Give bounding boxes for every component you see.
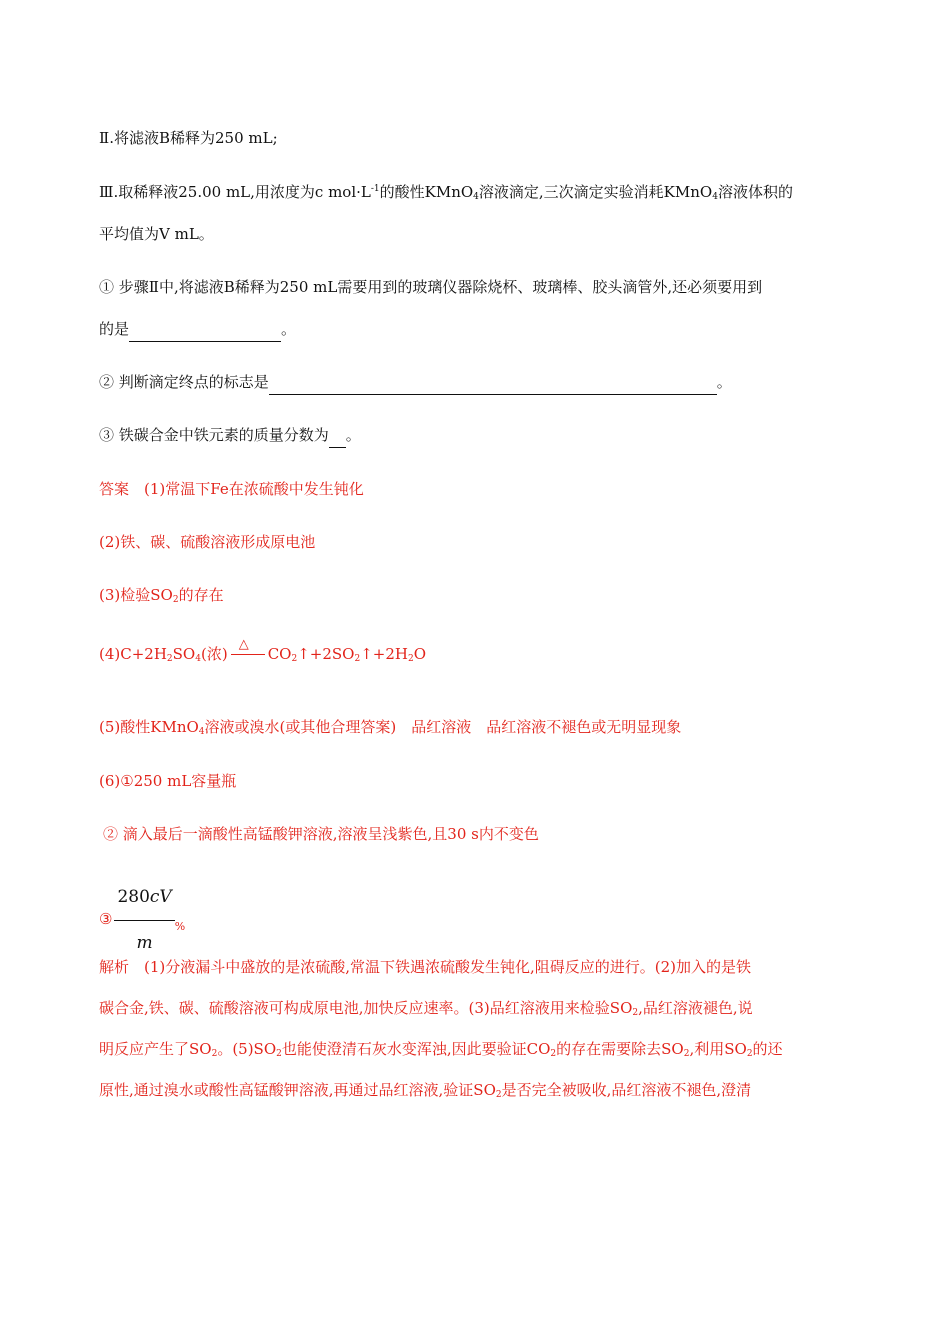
eq-reactant-2: SO [172,645,196,663]
analysis-line-1: 解析 (1)分液漏斗中盛放的是浓硫酸,常温下铁遇浓硫酸发生钝化,阻碍反应的进行。(2)加入的是铁 [99,958,752,976]
fraction-numerator [114,875,174,921]
eq-sub-1: 2 [166,654,173,664]
percent-sign: % [174,920,186,933]
step-3-part1: Ⅲ.取稀释液25.00 mL,用浓度为c mol·L [99,183,371,201]
analysis-line-3 [99,1039,783,1059]
analysis-4-prefix: 原性,通过溴水或酸性高锰酸钾溶液,再通过品红溶液,验证SO [99,1081,496,1099]
answer-6-1: (6)①250 mL容量瓶 [99,772,237,790]
analysis-2-sub: 2 [632,1008,639,1018]
analysis-3-suffix: 的还 [752,1040,783,1058]
step-3-sub2: 4 [712,192,718,202]
answer-5 [99,717,681,737]
analysis-3-sub-5: 2 [746,1049,753,1059]
answer-3 [99,585,224,605]
analysis-4-sub: 2 [495,1090,502,1100]
eq-reactant-1: (4)C+2H [99,645,167,663]
answer-2: (2)铁、碳、硫酸溶液形成原电池 [99,533,316,551]
step-3-line-2: 平均值为V mL。 [99,225,214,243]
question-2 [99,372,732,395]
answer-6-3 [99,875,185,965]
answer-blank-3 [329,427,346,448]
question-3-prefix: ③ 铁碳合金中铁元素的质量分数为 [99,426,329,444]
answer-6-2: ② 滴入最后一滴酸性高锰酸钾溶液,溶液呈浅紫色,且30 s内不变色 [103,825,539,843]
numerator-variables: cV [149,887,172,907]
answer-5-sub: 4 [198,727,205,737]
step-3-sub1: 4 [473,192,479,202]
eq-product-1: CO [267,645,292,663]
eq-product-2: ↑+2SO [297,645,355,663]
eq-reactant-3: (浓) [200,645,228,663]
answer-5-suffix: 溶液或溴水(或其他合理答案) 品红溶液 品红溶液不褪色或无明显现象 [204,718,682,736]
question-1-prefix: 的是 [99,320,130,338]
answer-3-suffix: 的存在 [178,586,224,604]
question-3-suffix: 。 [345,426,361,444]
answer-3-prefix: (3)检验SO [99,586,173,604]
eq-sub-5: 2 [407,654,414,664]
analysis-line-4 [99,1080,751,1100]
question-1-suffix: 。 [281,320,297,338]
answer-5-prefix: (5)酸性KMnO [99,718,199,736]
answer-4-equation [99,637,427,664]
analysis-3-mid-1: 。(5)SO [217,1040,277,1058]
analysis-line-2 [99,998,753,1018]
eq-product-4: O [413,645,427,663]
analysis-3-sub-1: 2 [211,1049,218,1059]
answer-blank-2 [269,374,717,395]
analysis-3-sub-4: 2 [683,1049,690,1059]
reaction-arrow [231,637,265,661]
mass-fraction-formula [114,875,174,965]
analysis-3-mid-4: ,利用SO [689,1040,747,1058]
answer-1: 答案 (1)常温下Fe在浓硫酸中发生钝化 [99,480,364,498]
analysis-3-prefix: 明反应产生了SO [99,1040,212,1058]
answer-6-3-circle: ③ [99,910,113,928]
answer-blank-1 [129,321,281,342]
analysis-4-suffix: 是否完全被吸收,品红溶液不褪色,澄清 [501,1081,752,1099]
eq-sub-3: 2 [291,654,298,664]
step-3-sup: -1 [370,184,380,194]
analysis-3-sub-3: 2 [550,1049,557,1059]
eq-product-3: ↑+2H [360,645,408,663]
step-3-line-1 [99,182,793,202]
analysis-3-sub-2: 2 [276,1049,282,1059]
question-2-suffix: 。 [716,373,732,391]
eq-sub-4: 2 [354,654,361,664]
step-3-part2: 的酸性KMnO [379,183,474,201]
fraction-denominator: m [136,933,153,953]
question-3 [99,425,361,448]
analysis-2-suffix: ,品红溶液褪色,说 [638,999,753,1017]
analysis-3-mid-2: 也能使澄清石灰水变浑浊,因此要验证CO [281,1040,551,1058]
analysis-3-mid-3: 的存在需要除去SO [556,1040,684,1058]
reaction-bar [231,654,265,655]
question-1-line-1: ① 步骤Ⅱ中,将滤液B稀释为250 mL需要用到的玻璃仪器除烧杯、玻璃棒、胶头滴管外,还必须要用到 [99,278,763,296]
question-1-line-2 [99,319,296,342]
question-2-prefix: ② 判断滴定终点的标志是 [99,373,269,391]
eq-sub-2: 4 [195,654,201,664]
analysis-2-prefix: 碳合金,铁、碳、硫酸溶液可构成原电池,加快反应速率。(3)品红溶液用来检验SO [99,999,633,1017]
answer-3-sub: 2 [172,595,179,605]
numerator-number: 280 [117,887,150,907]
heat-triangle-icon: △ [238,637,249,652]
step-3-part4: 溶液体积的 [717,183,793,201]
step-3-part3: 溶液滴定,三次滴定实验消耗KMnO [478,183,713,201]
step-2-text: Ⅱ.将滤液B稀释为250 mL; [99,129,278,147]
